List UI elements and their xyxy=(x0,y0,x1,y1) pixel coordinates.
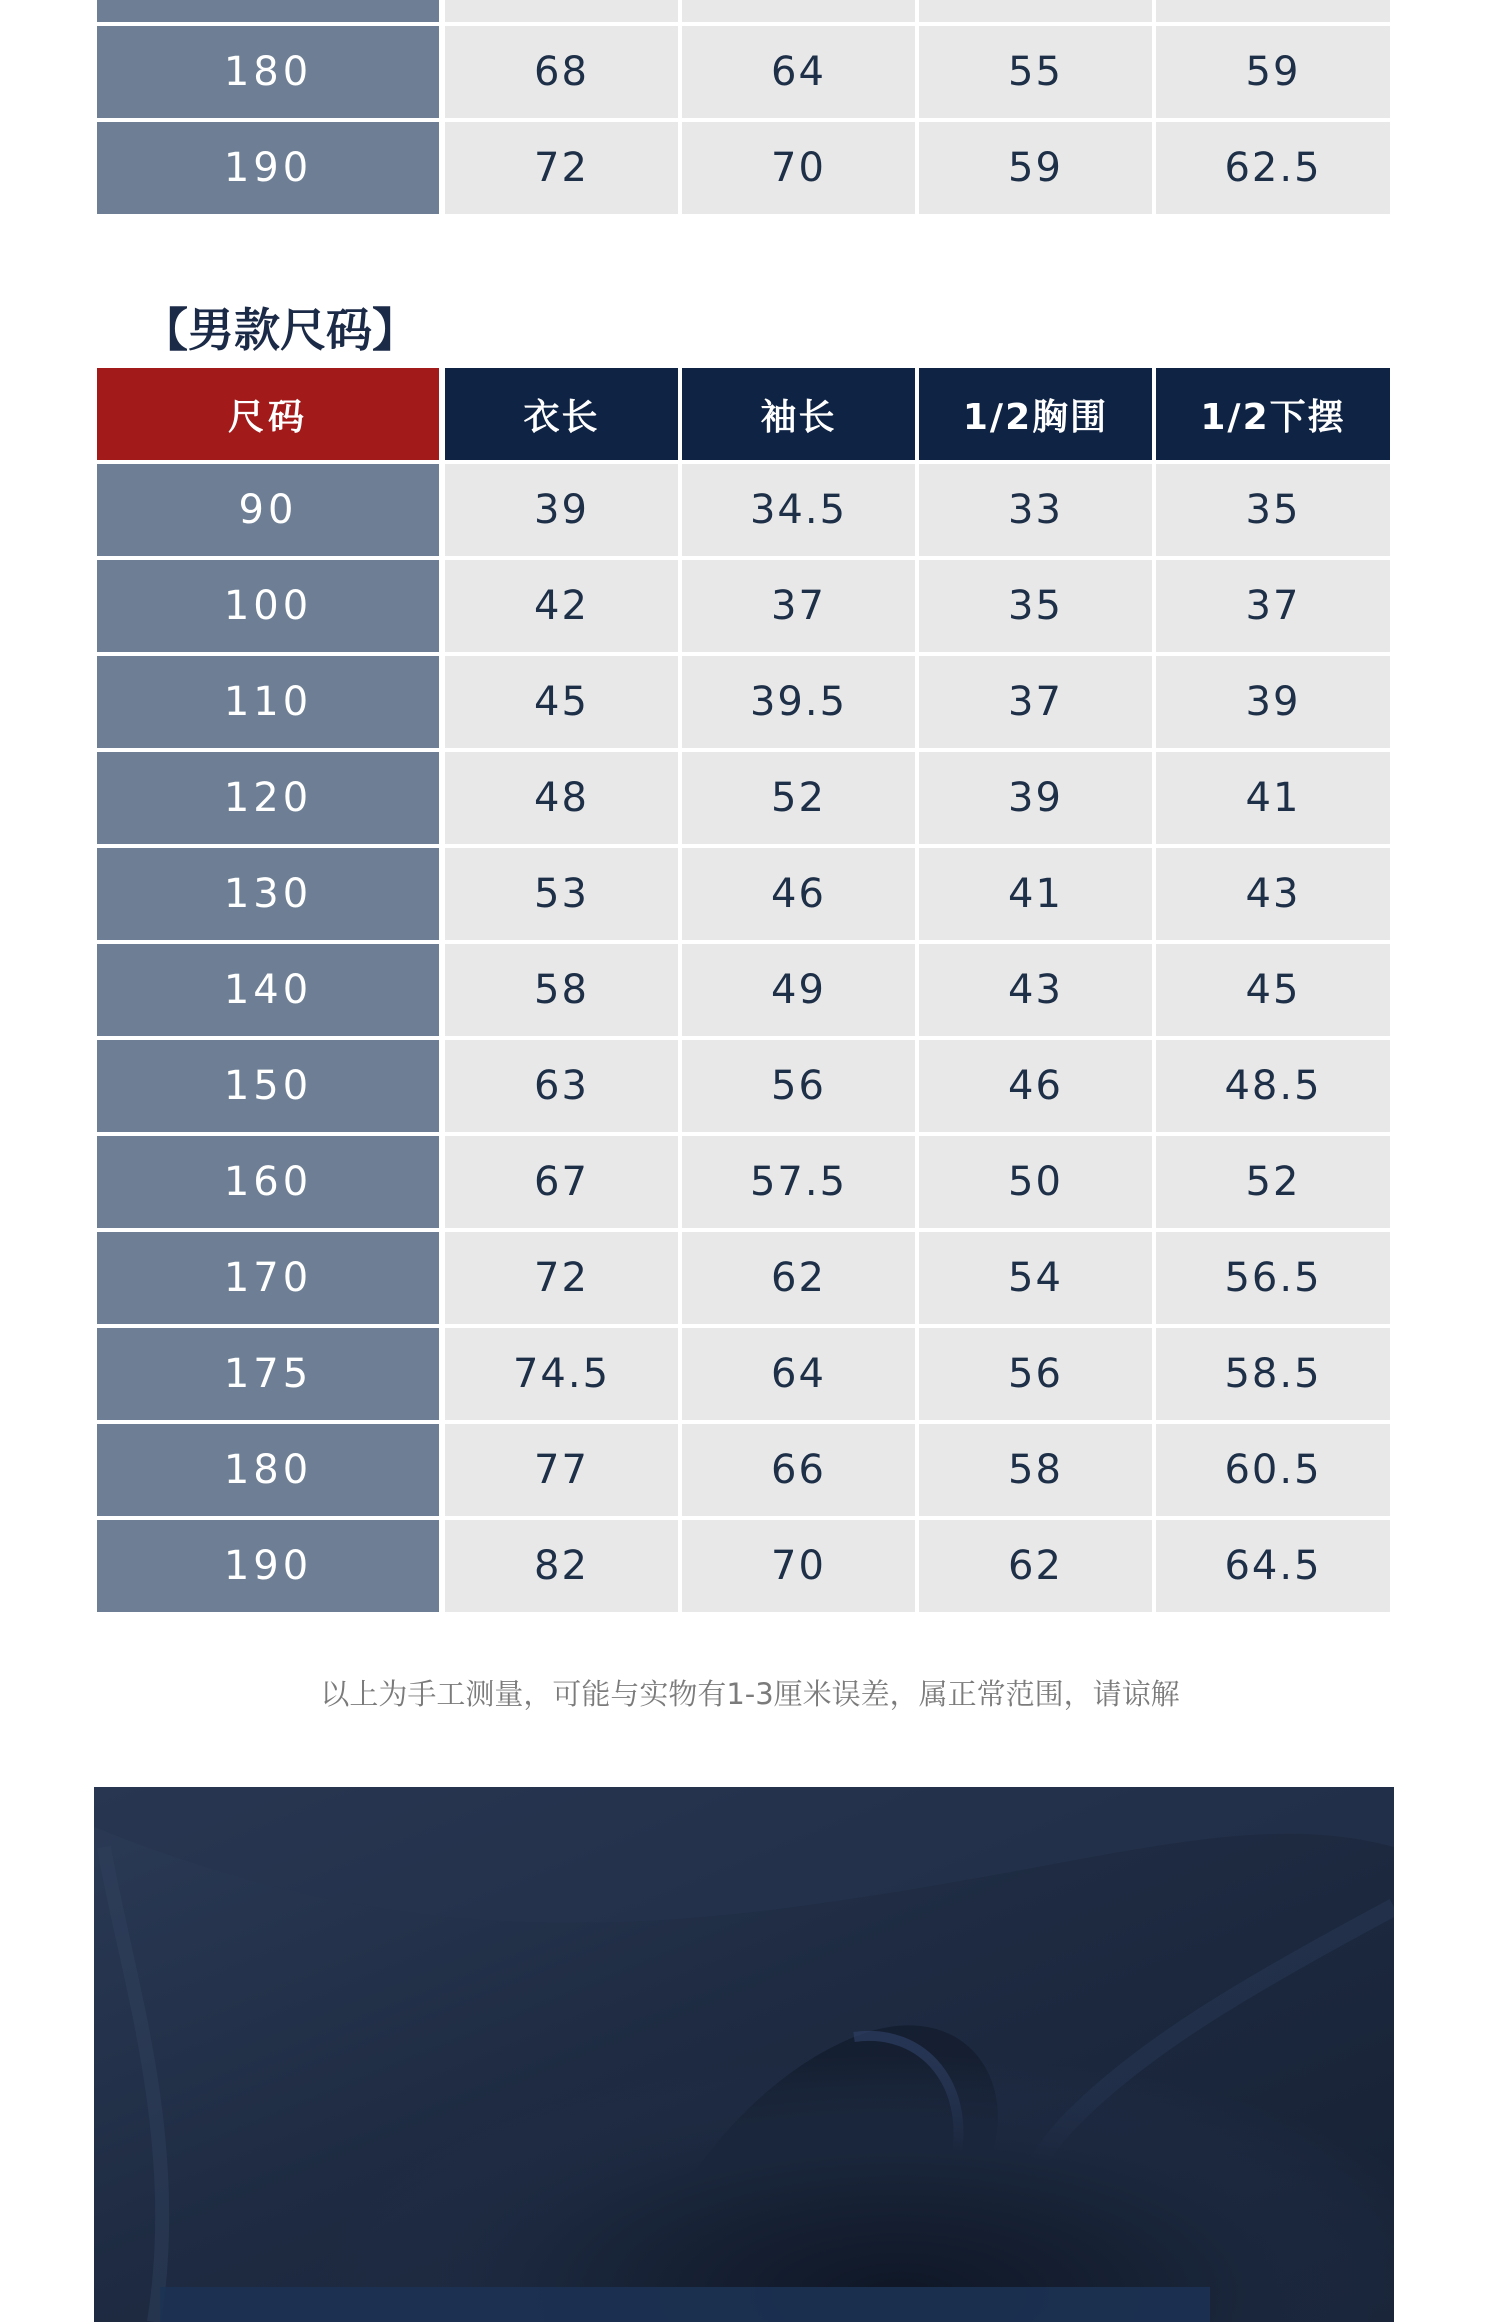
header-sleeve: 袖长 xyxy=(682,368,915,460)
value-cell: 39 xyxy=(1156,656,1390,748)
header-length: 衣长 xyxy=(445,368,678,460)
value-cell: 66 xyxy=(682,1424,915,1516)
value-cell: 58.5 xyxy=(1156,1328,1390,1420)
table-row xyxy=(97,26,1391,118)
value-cell: 50 xyxy=(919,1136,1152,1228)
table-row xyxy=(97,944,1391,1036)
value-cell: 37 xyxy=(919,656,1152,748)
value-cell: 52 xyxy=(682,752,915,844)
table-row xyxy=(97,752,1391,844)
value-cell xyxy=(445,0,678,22)
value-cell: 48.5 xyxy=(1156,1040,1390,1132)
value-cell: 39 xyxy=(919,752,1152,844)
size-cell: 190 xyxy=(97,1520,439,1612)
women-size-table-continued xyxy=(97,0,1391,218)
value-cell: 64.5 xyxy=(1156,1520,1390,1612)
value-cell: 41 xyxy=(1156,752,1390,844)
header-half-chest: 1/2胸围 xyxy=(919,368,1152,460)
fabric-texture xyxy=(94,1787,1394,2322)
value-cell xyxy=(919,0,1152,22)
value-cell xyxy=(682,0,915,22)
value-cell: 59 xyxy=(919,122,1152,214)
size-cell: 150 xyxy=(97,1040,439,1132)
header-size: 尺码 xyxy=(97,368,439,460)
table-row xyxy=(97,464,1391,556)
value-cell: 58 xyxy=(919,1424,1152,1516)
table-row xyxy=(97,560,1391,652)
size-cell: 180 xyxy=(97,1424,439,1516)
value-cell: 82 xyxy=(445,1520,678,1612)
value-cell: 62 xyxy=(682,1232,915,1324)
table-row xyxy=(97,1424,1391,1516)
value-cell: 46 xyxy=(682,848,915,940)
value-cell: 58 xyxy=(445,944,678,1036)
table-row xyxy=(97,656,1391,748)
value-cell: 45 xyxy=(1156,944,1390,1036)
value-cell: 59 xyxy=(1156,26,1390,118)
value-cell: 39.5 xyxy=(682,656,915,748)
value-cell: 67 xyxy=(445,1136,678,1228)
value-cell: 74.5 xyxy=(445,1328,678,1420)
value-cell: 43 xyxy=(1156,848,1390,940)
value-cell: 33 xyxy=(919,464,1152,556)
value-cell: 46 xyxy=(919,1040,1152,1132)
size-cell: 100 xyxy=(97,560,439,652)
value-cell: 55 xyxy=(919,26,1152,118)
table-row xyxy=(97,1136,1391,1228)
table-row xyxy=(97,122,1391,214)
value-cell: 62 xyxy=(919,1520,1152,1612)
value-cell: 56 xyxy=(919,1328,1152,1420)
value-cell: 52 xyxy=(1156,1136,1390,1228)
value-cell: 34.5 xyxy=(682,464,915,556)
value-cell: 37 xyxy=(1156,560,1390,652)
men-size-table xyxy=(97,368,1391,1616)
table-row xyxy=(97,1328,1391,1420)
value-cell: 53 xyxy=(445,848,678,940)
size-cell: 190 xyxy=(97,122,439,214)
fabric-photo xyxy=(94,1787,1394,2322)
size-cell: 110 xyxy=(97,656,439,748)
value-cell: 42 xyxy=(445,560,678,652)
value-cell: 72 xyxy=(445,122,678,214)
value-cell: 77 xyxy=(445,1424,678,1516)
value-cell: 49 xyxy=(682,944,915,1036)
value-cell: 72 xyxy=(445,1232,678,1324)
value-cell: 57.5 xyxy=(682,1136,915,1228)
measurement-note: 以上为手工测量，可能与实物有1-3厘米误差，属正常范围，请谅解 xyxy=(320,1677,1180,1711)
value-cell: 60.5 xyxy=(1156,1424,1390,1516)
size-cell: 160 xyxy=(97,1136,439,1228)
value-cell: 54 xyxy=(919,1232,1152,1324)
value-cell: 41 xyxy=(919,848,1152,940)
table-row xyxy=(97,0,1391,22)
value-cell: 39 xyxy=(445,464,678,556)
value-cell: 70 xyxy=(682,122,915,214)
table-header-row xyxy=(97,368,1391,460)
table-body xyxy=(97,464,1391,1612)
value-cell: 56 xyxy=(682,1040,915,1132)
value-cell: 56.5 xyxy=(1156,1232,1390,1324)
size-cell: 175 xyxy=(97,1328,439,1420)
size-cell: 140 xyxy=(97,944,439,1036)
size-cell xyxy=(97,0,439,22)
size-cell: 130 xyxy=(97,848,439,940)
section-title: 【男款尺码】 xyxy=(142,303,418,357)
size-cell: 180 xyxy=(97,26,439,118)
table-row xyxy=(97,1232,1391,1324)
value-cell xyxy=(1156,0,1390,22)
header-half-hem: 1/2下摆 xyxy=(1156,368,1390,460)
value-cell: 70 xyxy=(682,1520,915,1612)
value-cell: 64 xyxy=(682,1328,915,1420)
value-cell: 35 xyxy=(1156,464,1390,556)
value-cell: 35 xyxy=(919,560,1152,652)
value-cell: 45 xyxy=(445,656,678,748)
table-row xyxy=(97,1520,1391,1612)
value-cell: 62.5 xyxy=(1156,122,1390,214)
value-cell: 37 xyxy=(682,560,915,652)
value-cell: 64 xyxy=(682,26,915,118)
value-cell: 63 xyxy=(445,1040,678,1132)
size-cell: 120 xyxy=(97,752,439,844)
size-cell: 90 xyxy=(97,464,439,556)
table-row xyxy=(97,1040,1391,1132)
table-row xyxy=(97,848,1391,940)
value-cell: 68 xyxy=(445,26,678,118)
value-cell: 48 xyxy=(445,752,678,844)
size-cell: 170 xyxy=(97,1232,439,1324)
value-cell: 43 xyxy=(919,944,1152,1036)
